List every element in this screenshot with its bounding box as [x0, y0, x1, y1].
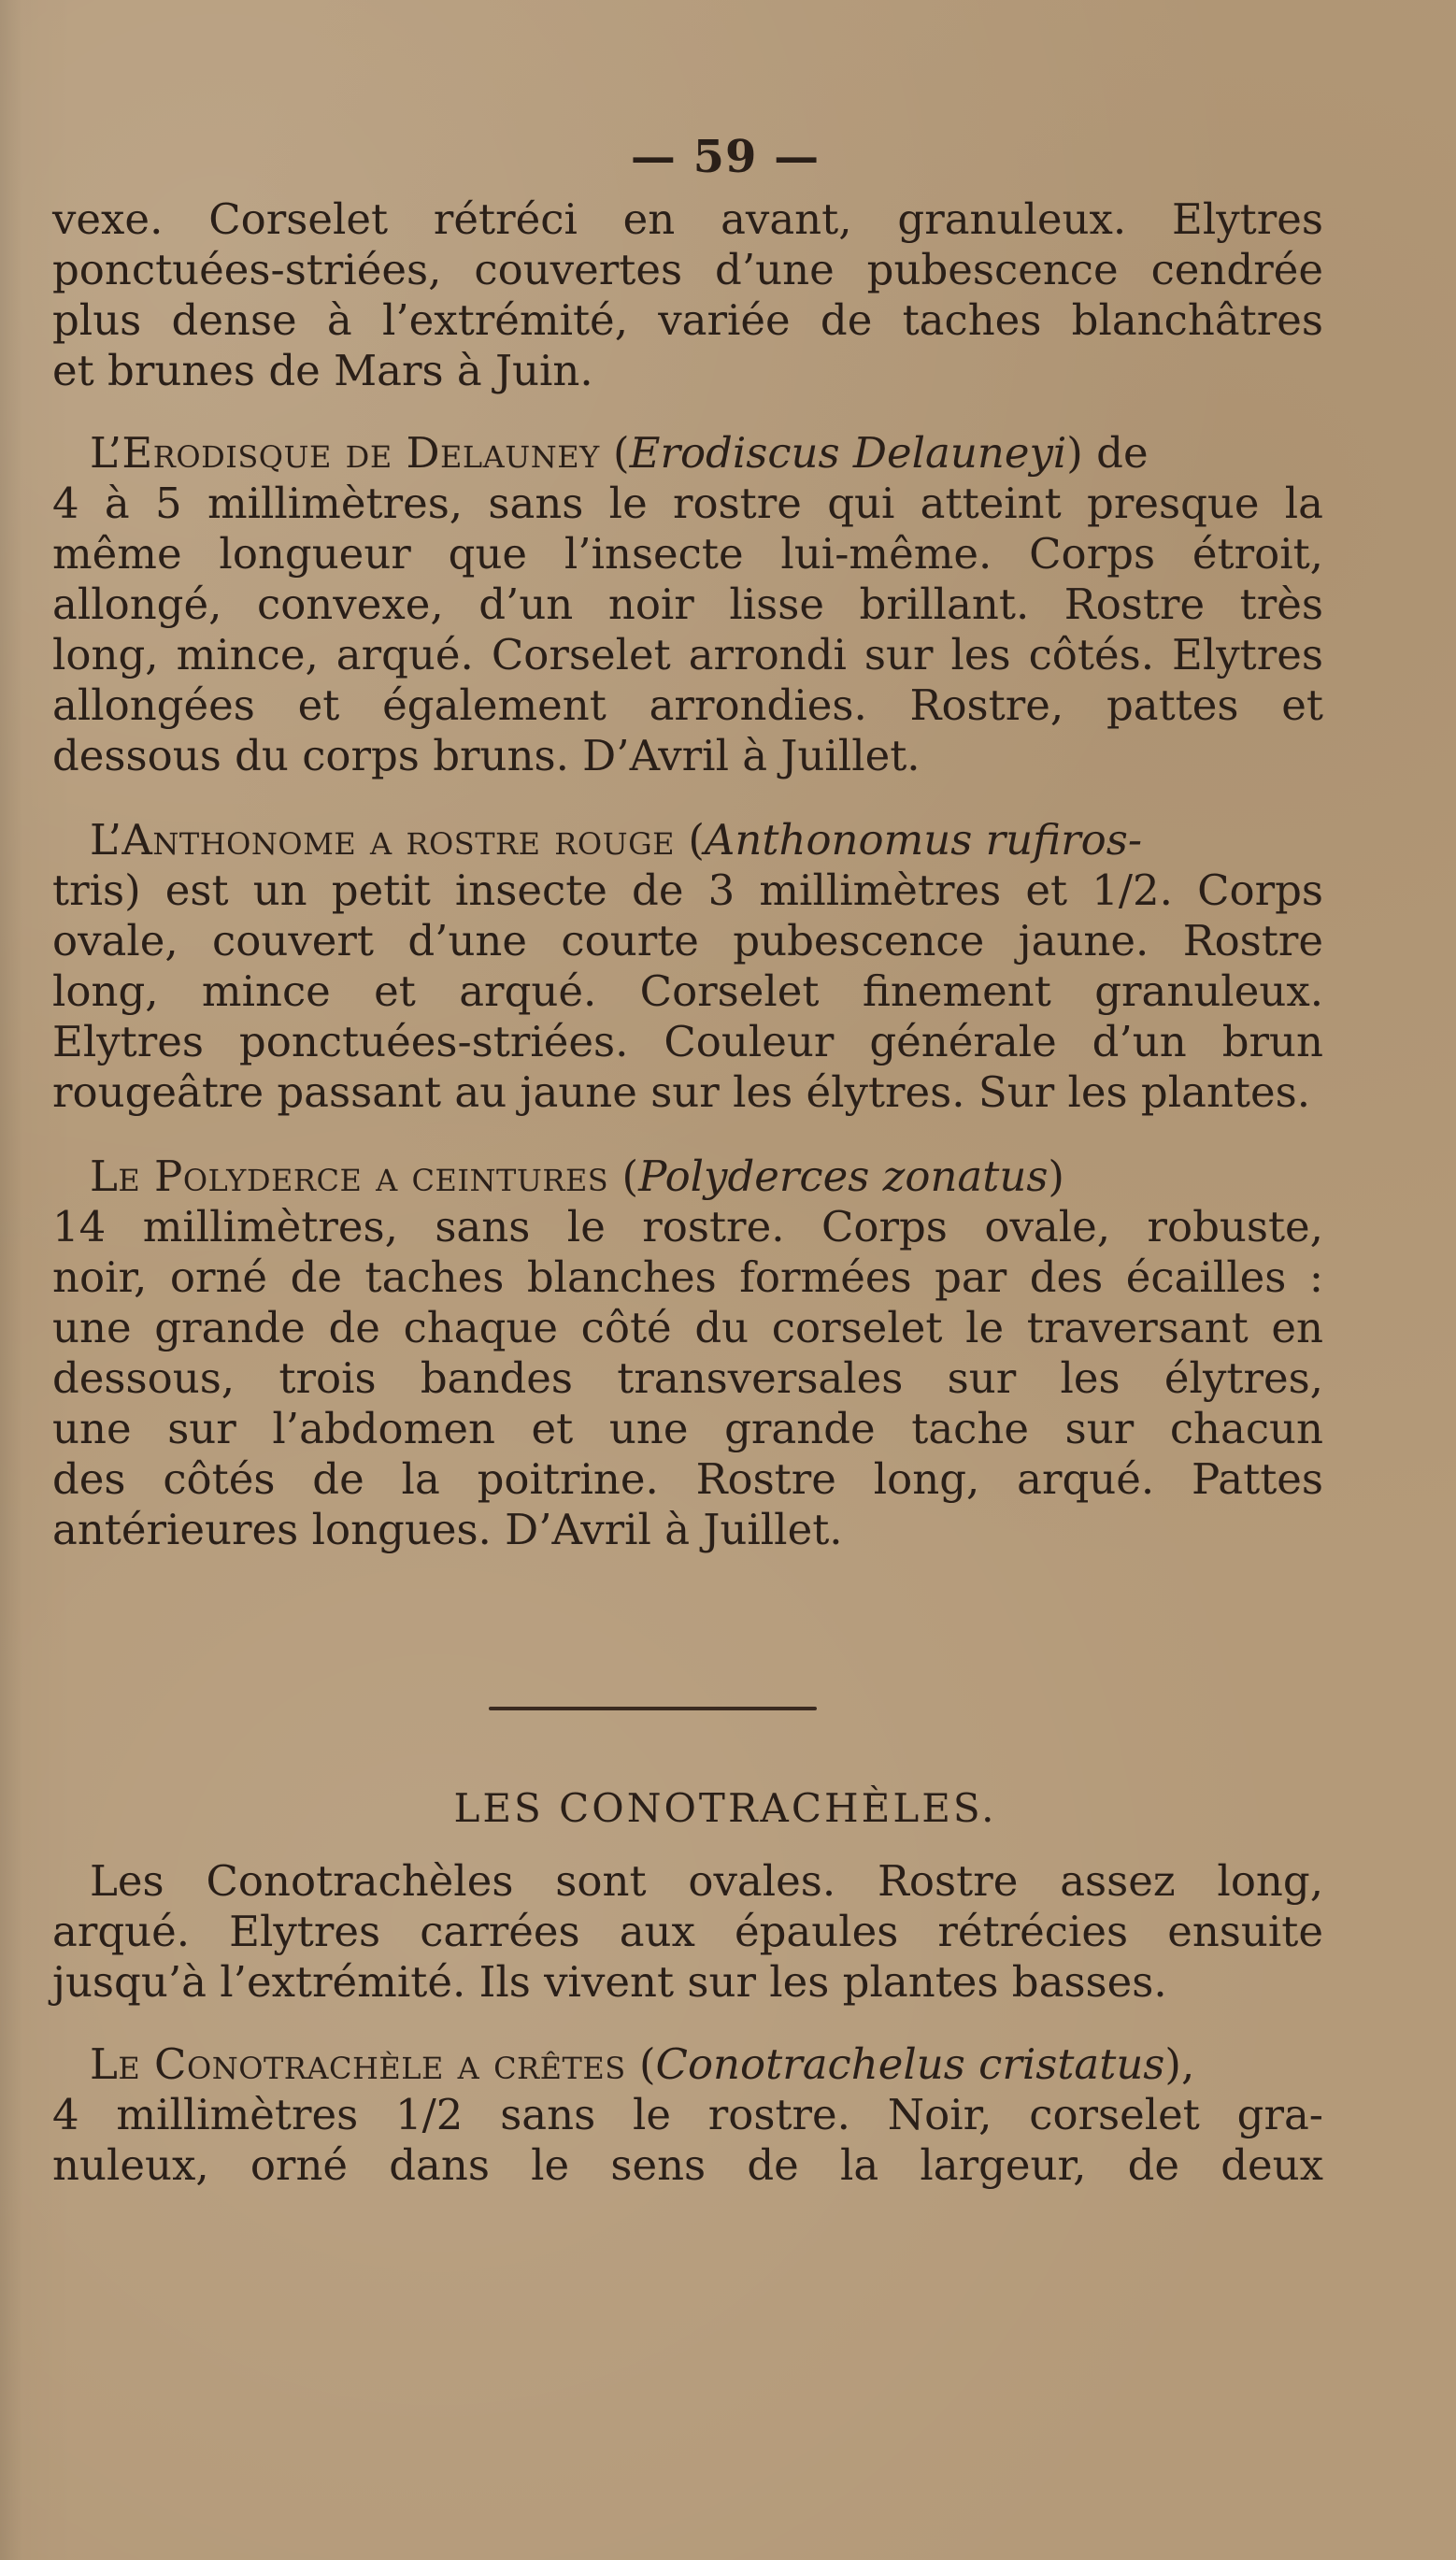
species-name-conotrachele: Le Conotrachèle a crêtes [90, 2039, 626, 2089]
paragraph-2-line-7: dessous du corps bruns. D’Avril à Juillet. [52, 731, 921, 780]
page-number: — 59 — [630, 131, 821, 183]
paragraph-3-line-3: ovale, couvert d’une courte pubescence jaune. Rostre [52, 916, 1323, 965]
paragraph-1-line-2: ponctuées-striées, couvertes d’une pubescence cendrée [52, 245, 1323, 294]
paragraph-3-line-1 [90, 815, 1323, 865]
paragraph-4-line-4: une grande de chaque côté du corselet le traversant en [52, 1303, 1323, 1352]
paragraph-3-line-6: rougeâtre passant au jaune sur les élytres. Sur les plantes. [52, 1067, 1311, 1117]
paragraph-4-line-8: antérieures longues. D’Avril à Juillet. [52, 1505, 843, 1554]
paragraph-4-line-7: des côtés de la poitrine. Rostre long, arqué. Pattes [52, 1454, 1323, 1504]
latin-name-conotrachelus: Conotrachelus cristatus [655, 2039, 1165, 2089]
paragraph-4-line-6: une sur l’abdomen et une grande tache sur chacun [52, 1404, 1323, 1453]
paren-open-2: ( [675, 815, 705, 865]
paragraph-2-line-3: même longueur que l’insecte lui-même. Corps étroit, [52, 529, 1323, 579]
paragraph-2-line-1 [90, 428, 1323, 478]
paragraph-1-line-4: et brunes de Mars à Juin. [52, 346, 593, 395]
section-paragraph-2-line-2: 4 millimètres 1/2 sans le rostre. Noir, corselet gra- [52, 2090, 1323, 2139]
species-name-anthonome: L’Anthonome a rostre rouge [90, 815, 676, 865]
latin-name-anthonomus: Anthonomus rufiros- [704, 815, 1143, 865]
paragraph-4-line-2: 14 millimètres, sans le rostre. Corps ovale, robuste, [52, 1202, 1323, 1251]
latin-name-erodiscus: Erodiscus Delauneyi [629, 428, 1067, 478]
paren-close-3: ) [1048, 1151, 1064, 1201]
paragraph-2-line-6: allongées et également arrondies. Rostre, pattes et [52, 680, 1323, 730]
section-paragraph-1-line-3: jusqu’à l’extrémité. Ils vivent sur les plantes basses. [52, 1957, 1167, 2007]
paragraph-3-line-2: tris) est un petit insecte de 3 millimètres et 1/2. Corps [52, 865, 1323, 915]
paragraph-3-line-4: long, mince et arqué. Corselet finement granuleux. [52, 966, 1323, 1016]
section-paragraph-2-line-3: nuleux, orné dans le sens de la largeur, de deux [52, 2140, 1323, 2190]
section-divider [489, 1707, 817, 1710]
species-name-polyderce: Le Polyderce a ceintures [90, 1151, 609, 1201]
paragraph-1-line-1: vexe. Corselet rétréci en avant, granuleux. Elytres [52, 194, 1323, 244]
species-name-erodisque: L’Erodisque de Delauney [90, 428, 600, 478]
paragraph-2-line-5: long, mince, arqué. Corselet arrondi sur les côtés. Elytres [52, 630, 1323, 679]
paragraph-2-line-2: 4 à 5 millimètres, sans le rostre qui atteint presque la [52, 479, 1323, 528]
section-heading: LES CONOTRACHÈLES. [453, 1785, 997, 1831]
paragraph-2-line-4: allongé, convexe, d’un noir lisse brillant. Rostre très [52, 579, 1323, 629]
paren-open-3: ( [608, 1151, 639, 1201]
paragraph-3-line-5: Elytres ponctuées-striées. Couleur générale d’un brun [52, 1017, 1323, 1066]
latin-name-polyderces: Polyderces zonatus [638, 1151, 1049, 1201]
paren-open-1: ( [613, 428, 630, 478]
paragraph-1-line-3: plus dense à l’extrémité, variée de taches blanchâtres [52, 295, 1323, 345]
section-paragraph-1-line-1: Les Conotrachèles sont ovales. Rostre assez long, [90, 1856, 1323, 1906]
paren-open-4: ( [625, 2039, 656, 2089]
section-paragraph-1-line-2: arqué. Elytres carrées aux épaules rétrécies ensuite [52, 1907, 1323, 1956]
paren-close-4: ), [1164, 2039, 1195, 2089]
paragraph-4-line-5: dessous, trois bandes transversales sur les élytres, [52, 1353, 1323, 1403]
section-paragraph-2-line-1 [90, 2039, 1323, 2089]
paren-close-1: ) de [1066, 428, 1149, 478]
paragraph-4-line-3: noir, orné de taches blanches formées par des écailles : [52, 1252, 1323, 1302]
paragraph-4-line-1 [90, 1151, 1323, 1201]
